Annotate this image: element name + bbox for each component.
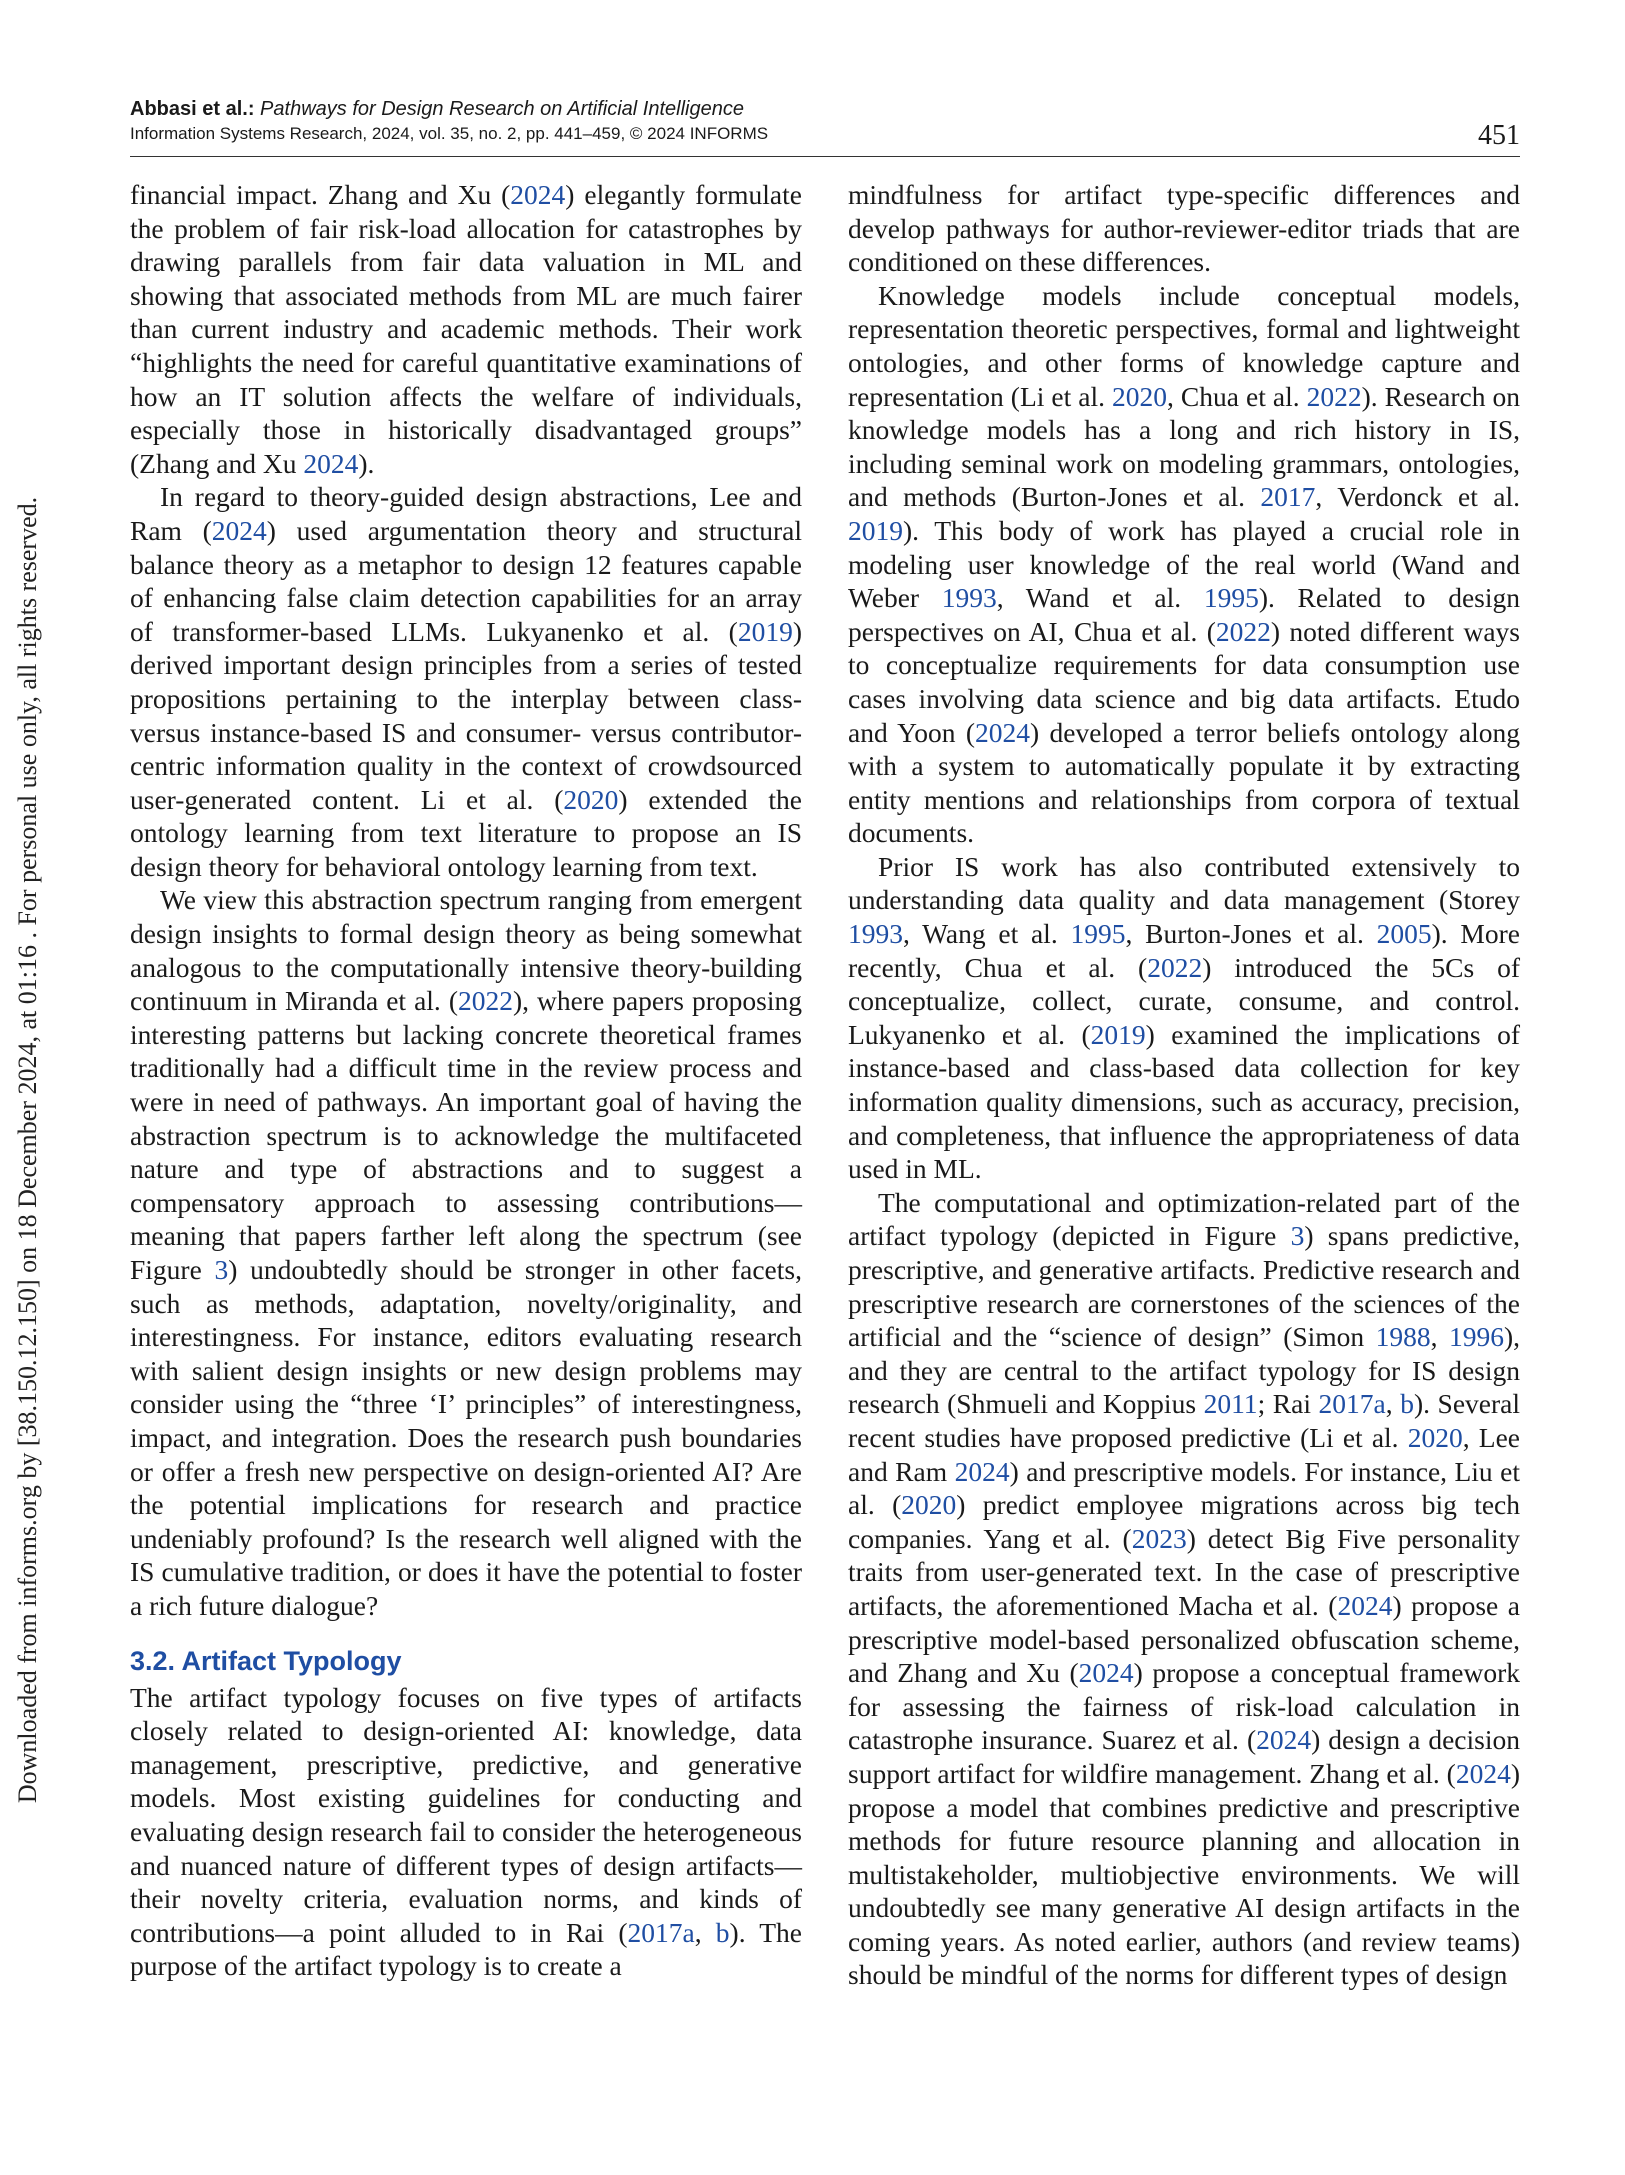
paragraph-text: ) derived important design principles from a series of tested propositions pertaining to the interplay between class- versus instance-based IS and consumer- versus contributor-centric information quality in the context of crowdsourced user-generated content. Li et al. (	[130, 615, 802, 815]
paragraph-text: ) spans predictive, prescriptive, and generative artifacts. Predictive research and prescriptive research are cornerstones of the sciences of the artificial and the “science of design” (Simon	[848, 1220, 1520, 1353]
paragraph-text: ), where papers proposing interesting patterns but lacking concrete theoretical frames traditionally had a difficult time in the review process and were in need of pathways. An important goal of having the abstraction spectrum is to acknowledge the multifaceted nature and type of abstractions and to suggest a compensatory approach to assessing contributions—meaning that papers farther left along the spectrum (see Figure	[130, 985, 803, 1285]
citation-link[interactable]: 2019	[848, 514, 903, 546]
citation-link[interactable]: 2024	[1078, 1657, 1134, 1689]
paragraph-text: ). Related to design perspectives on AI, Chua et al. (	[848, 582, 1521, 647]
paragraph-text: mindfulness for artifact type-specific differences and develop pathways for author-reviewer-editor triads that are conditioned on these differences.	[848, 179, 1520, 278]
citation-link[interactable]: b	[1400, 1388, 1414, 1420]
citation-link[interactable]: 2020	[901, 1489, 957, 1521]
citation-link[interactable]: 2024	[510, 179, 566, 210]
paragraph-text: , Chua et al.	[1167, 380, 1307, 412]
paragraph-text: ) propose a prescriptive model-based personalized obfuscation scheme, and Zhang and Xu (	[848, 1589, 1520, 1689]
citation-link[interactable]: 2024	[1256, 1724, 1312, 1756]
paragraph	[848, 178, 1520, 279]
citation-link[interactable]: b	[715, 1916, 730, 1948]
paragraph-text: ). More recently, Chua et al. (	[848, 918, 1520, 983]
paragraph-text: In regard to theory-guided design abstractions, Lee and Ram (	[130, 481, 802, 546]
paragraph-text: ) introduced the 5Cs of conceptualize, collect, curate, consume, and control. Lukyanenko et al. (	[848, 951, 1521, 1050]
paragraph-text: ).	[358, 447, 375, 479]
paragraph-text: ) noted different ways to conceptualize requirements for data consumption use cases involving data science and big data artifacts. Etudo and Yoon (	[848, 615, 1520, 748]
paragraph-text: ) and prescriptive models. For instance, Liu et al. (	[848, 1455, 1520, 1521]
citation-link[interactable]: 2019	[1090, 1018, 1146, 1050]
header-authors: Abbasi et al.:	[130, 98, 255, 120]
paragraph	[848, 850, 1520, 1186]
paragraph-text: Prior IS work has also contributed extensively to understanding data quality and data management (Storey	[848, 850, 1520, 916]
paragraph-text: ) detect Big Five personality traits from user-generated text. In the case of prescriptive artifacts, the aforementioned Macha et al. (	[848, 1522, 1520, 1621]
citation-link[interactable]: 1995	[1203, 582, 1259, 614]
download-notice-text: Downloaded from informs.org by [38.150.12.150] on 18 December 2024, at 01:16 . For personal use only, all rights reserved.	[13, 496, 42, 1804]
header-journal-info: Information Systems Research, 2024, vol. 35, no. 2, pp. 441–459, © 2024 INFORMS	[130, 124, 769, 143]
citation-link[interactable]: 1995	[1070, 918, 1126, 950]
paragraph-text: We view this abstraction spectrum ranging from emergent design insights to formal design theory as being somewhat analogous to the computationally intensive theory-building continuum in Miranda et al. (	[130, 884, 802, 1017]
paragraph	[848, 279, 1520, 850]
paragraph-text: The computational and optimization-related part of the artifact typology (depicted in Figure	[848, 1186, 1520, 1252]
citation-link[interactable]: 2024	[1455, 1757, 1511, 1789]
paragraph-text: , Lee and Ram	[848, 1421, 1520, 1487]
paragraph-text: ) design a decision support artifact for wildfire management. Zhang et al. (	[848, 1724, 1520, 1789]
paragraph-text: ; Rai	[1257, 1388, 1319, 1420]
paragraph	[130, 480, 802, 883]
paragraph-text: ). Research on knowledge models has a long and rich history in IS, including seminal work on modeling grammars, ontologies, and methods (Burton-Jones et al.	[848, 380, 1520, 513]
paragraph-text: ) extended the ontology learning from text literature to propose an IS design theory for behavioral ontology learning from text.	[130, 783, 803, 882]
citation-link[interactable]: 1988	[1375, 1321, 1431, 1353]
section-heading: 3.2. Artifact Typology	[130, 1645, 402, 1676]
paragraph-text: ,	[694, 1916, 716, 1948]
citation-link[interactable]: 1993	[941, 582, 997, 614]
citation-link[interactable]: 2022	[1147, 951, 1203, 983]
citation-link[interactable]: 2017a	[1318, 1388, 1386, 1420]
citation-link[interactable]: 2019	[737, 615, 793, 647]
paragraph-text: ), and they are central to the artifact typology for IS design research (Shmueli and Koppius	[848, 1321, 1520, 1420]
citation-link[interactable]: 2011	[1203, 1388, 1258, 1420]
page-number: 451	[1478, 120, 1520, 151]
paragraph-text: The artifact typology focuses on five types of artifacts closely related to design-oriented AI: knowledge, data management, prescriptive, predictive, and generative models. Most existing guidelines for conducting and evaluating design research fail to consider the heterogeneous and nuanced nature of different types of design artifacts—their novelty criteria, evaluation norms, and kinds of contributions—a point alluded to in Rai (	[130, 1681, 802, 1948]
paragraph	[130, 178, 802, 480]
paragraph-text: ,	[1430, 1321, 1449, 1353]
paragraph-text: ) examined the implications of instance-based and class-based data collection for key information quality dimensions, such as accuracy, precision, and completeness, that influence the appropriateness of data used in ML.	[848, 1018, 1521, 1185]
paragraph-text: ) developed a terror beliefs ontology along with a system to automatically populate it by extracting entity mentions and relationships from corpora of textual documents.	[848, 716, 1520, 849]
running-header	[130, 96, 1520, 151]
citation-link[interactable]: 2022	[457, 985, 513, 1017]
citation-link[interactable]: 2017	[1260, 481, 1316, 513]
paragraph-text: ) used argumentation theory and structural balance theory as a metaphor to design 12 features capable of enhancing false claim detection capabilities for an array of transformer-based LLMs. Lukyanenko et al. (	[130, 514, 802, 647]
paragraph-text: , Burton-Jones et al.	[1125, 918, 1377, 950]
header-title-line	[130, 96, 1520, 122]
citation-link[interactable]: 2024	[1337, 1589, 1393, 1621]
citation-link[interactable]: 2024	[975, 716, 1030, 748]
paragraph-text: ). Several recent studies have proposed predictive (Li et al.	[848, 1388, 1520, 1453]
citation-link[interactable]: 2020	[1407, 1421, 1463, 1453]
download-notice	[2, 400, 54, 1900]
paragraph-text: ). This body of work has played a crucial role in modeling user knowledge of the real world (Wand and Weber	[848, 514, 1520, 614]
paragraph	[130, 1681, 802, 1983]
header-divider	[130, 156, 1520, 157]
paragraph-text: financial impact. Zhang and Xu (	[130, 179, 511, 210]
citation-link[interactable]: 2022	[1215, 615, 1271, 647]
paragraph-text: , Wand et al.	[996, 582, 1204, 614]
citation-link[interactable]: 3	[1290, 1220, 1305, 1252]
paragraph-text: , Verdonck et al.	[1315, 481, 1521, 513]
right-column	[848, 178, 1520, 1992]
citation-link[interactable]: 2024	[954, 1455, 1010, 1487]
paragraph-text: ) undoubtedly should be stronger in other facets, such as methods, adaptation, novelty/originality, and interestingness. For instance, editors evaluating research with salient design insights or new design problems may consider using the “three ‘I’ principles” of interestingness, impact, and integration. Does the research push boundaries or offer a fresh new perspective on design-oriented AI? Are the potential implications for research and practice undeniably profound? Is the research well aligned with the IS cumulative tradition, or does it have the potential to foster a rich future dialogue?	[130, 1254, 802, 1621]
citation-link[interactable]: 2017a	[627, 1916, 695, 1948]
citation-link[interactable]: 1996	[1448, 1321, 1504, 1353]
header-article-title: Pathways for Design Research on Artificial Intelligence	[260, 98, 744, 120]
citation-link[interactable]: 1993	[848, 918, 903, 950]
citation-link[interactable]: 2024	[211, 514, 267, 546]
paragraph-text: Knowledge models include conceptual models, representation theoretic perspectives, formal and lightweight ontologies, and other forms of knowledge capture and representation (Li et al.	[848, 279, 1520, 412]
paragraph-text: ) predict employee migrations across big tech companies. Yang et al. (	[848, 1489, 1520, 1554]
left-column	[130, 178, 802, 1983]
citation-link[interactable]: 2023	[1131, 1522, 1187, 1554]
paragraph	[848, 1186, 1520, 1992]
citation-link[interactable]: 2024	[303, 447, 359, 479]
citation-link[interactable]: 2020	[1112, 380, 1168, 412]
paragraph-text: ,	[1385, 1388, 1401, 1420]
paragraph	[130, 883, 802, 1622]
paragraph-text: ) elegantly formulate the problem of fair risk-load allocation for catastrophes by drawing parallels from fair data valuation in ML and showing that associated methods from ML are much fairer than current industry and academic methods. Their work “highlights the need for careful quantitative examinations of how an IT solution affects the welfare of individuals, especially those in historically disadvantaged groups” (Zhang and Xu	[130, 179, 802, 479]
paragraph-text: ) propose a model that combines predictive and prescriptive methods for future resource planning and allocation in multistakeholder, multiobjective environments. We will undoubtedly see many generative AI design artifacts in the coming years. As noted earlier, authors (and review teams) should be mindful of the norms for different types of design	[848, 1757, 1520, 1991]
citation-link[interactable]: 2022	[1306, 380, 1362, 412]
paragraph-text: , Wang et al.	[903, 918, 1071, 950]
paragraph-text: ). The purpose of the artifact typology is to create a	[130, 1916, 802, 1982]
citation-link[interactable]: 3	[214, 1254, 229, 1285]
paragraph-text: ) propose a conceptual framework for assessing the fairness of risk-load calculation in catastrophe insurance. Suarez et al. (	[848, 1657, 1521, 1756]
citation-link[interactable]: 2020	[563, 783, 619, 815]
citation-link[interactable]: 2005	[1376, 918, 1432, 950]
